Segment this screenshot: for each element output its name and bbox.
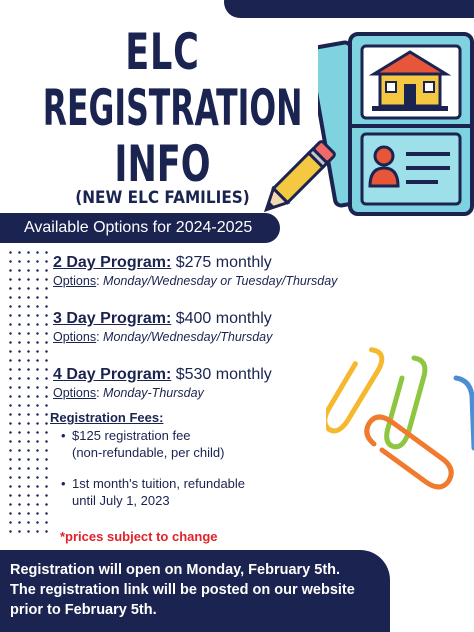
price-note: *prices subject to change	[60, 529, 218, 544]
paper-clips-icon	[326, 338, 474, 498]
program-options: Options: Monday/Wednesday or Tuesday/Thursday	[53, 274, 338, 288]
title-line-2: REGISTRATION	[42, 79, 303, 137]
options-label: Options	[53, 330, 97, 344]
program-options: Options: Monday/Wednesday/Thursday	[53, 330, 273, 344]
program-heading	[53, 309, 272, 329]
banner-line-2: The registration link will be posted on our website	[10, 582, 355, 598]
fee-line-2: until July 1, 2023	[72, 493, 170, 508]
program-price: $275 monthly	[175, 254, 272, 271]
program-price: $530 monthly	[175, 366, 272, 383]
dot-pattern	[6, 248, 50, 538]
fee-line-1: $125 registration fee	[72, 428, 191, 443]
program-name: 3 Day Program:	[53, 310, 172, 327]
program-3-day	[53, 309, 272, 346]
program-price: $400 monthly	[175, 310, 272, 327]
fees-heading: Registration Fees:	[50, 410, 164, 425]
bullet-icon: •	[61, 476, 66, 491]
options-banner: Available Options for 2024-2025	[0, 213, 280, 243]
registration-fees	[50, 410, 310, 509]
options-value: Monday-Thursday	[103, 386, 204, 400]
top-decorative-bar	[224, 0, 474, 18]
program-name: 4 Day Program:	[53, 366, 172, 383]
subtitle: (NEW ELC FAMILIES)	[75, 188, 250, 208]
options-label: Options	[53, 386, 97, 400]
fee-line-2: (non-refundable, per child)	[72, 445, 225, 460]
program-heading	[53, 365, 272, 385]
fee-line-1: 1st month's tuition, refundable	[72, 476, 246, 491]
bottom-banner	[0, 550, 390, 632]
fee-item	[50, 427, 310, 461]
pencil-icon	[256, 138, 336, 222]
options-value: Monday/Wednesday/Thursday	[103, 330, 273, 344]
id-card-icon	[318, 30, 474, 220]
program-2-day	[53, 253, 337, 290]
program-heading	[53, 253, 337, 273]
title-line-3: INFO	[114, 135, 211, 193]
title-line-1: ELC	[125, 23, 200, 81]
program-options: Options: Monday-Thursday	[53, 386, 204, 400]
options-value: Monday/Wednesday or Tuesday/Thursday	[103, 274, 338, 288]
banner-line-3: prior to February 5th.	[10, 602, 157, 618]
program-4-day	[53, 365, 272, 402]
program-name: 2 Day Program:	[53, 254, 172, 271]
options-label: Options	[53, 274, 97, 288]
fee-item	[50, 475, 310, 509]
bullet-icon: •	[61, 428, 66, 443]
banner-line-1: Registration will open on Monday, February 5th.	[10, 562, 341, 578]
